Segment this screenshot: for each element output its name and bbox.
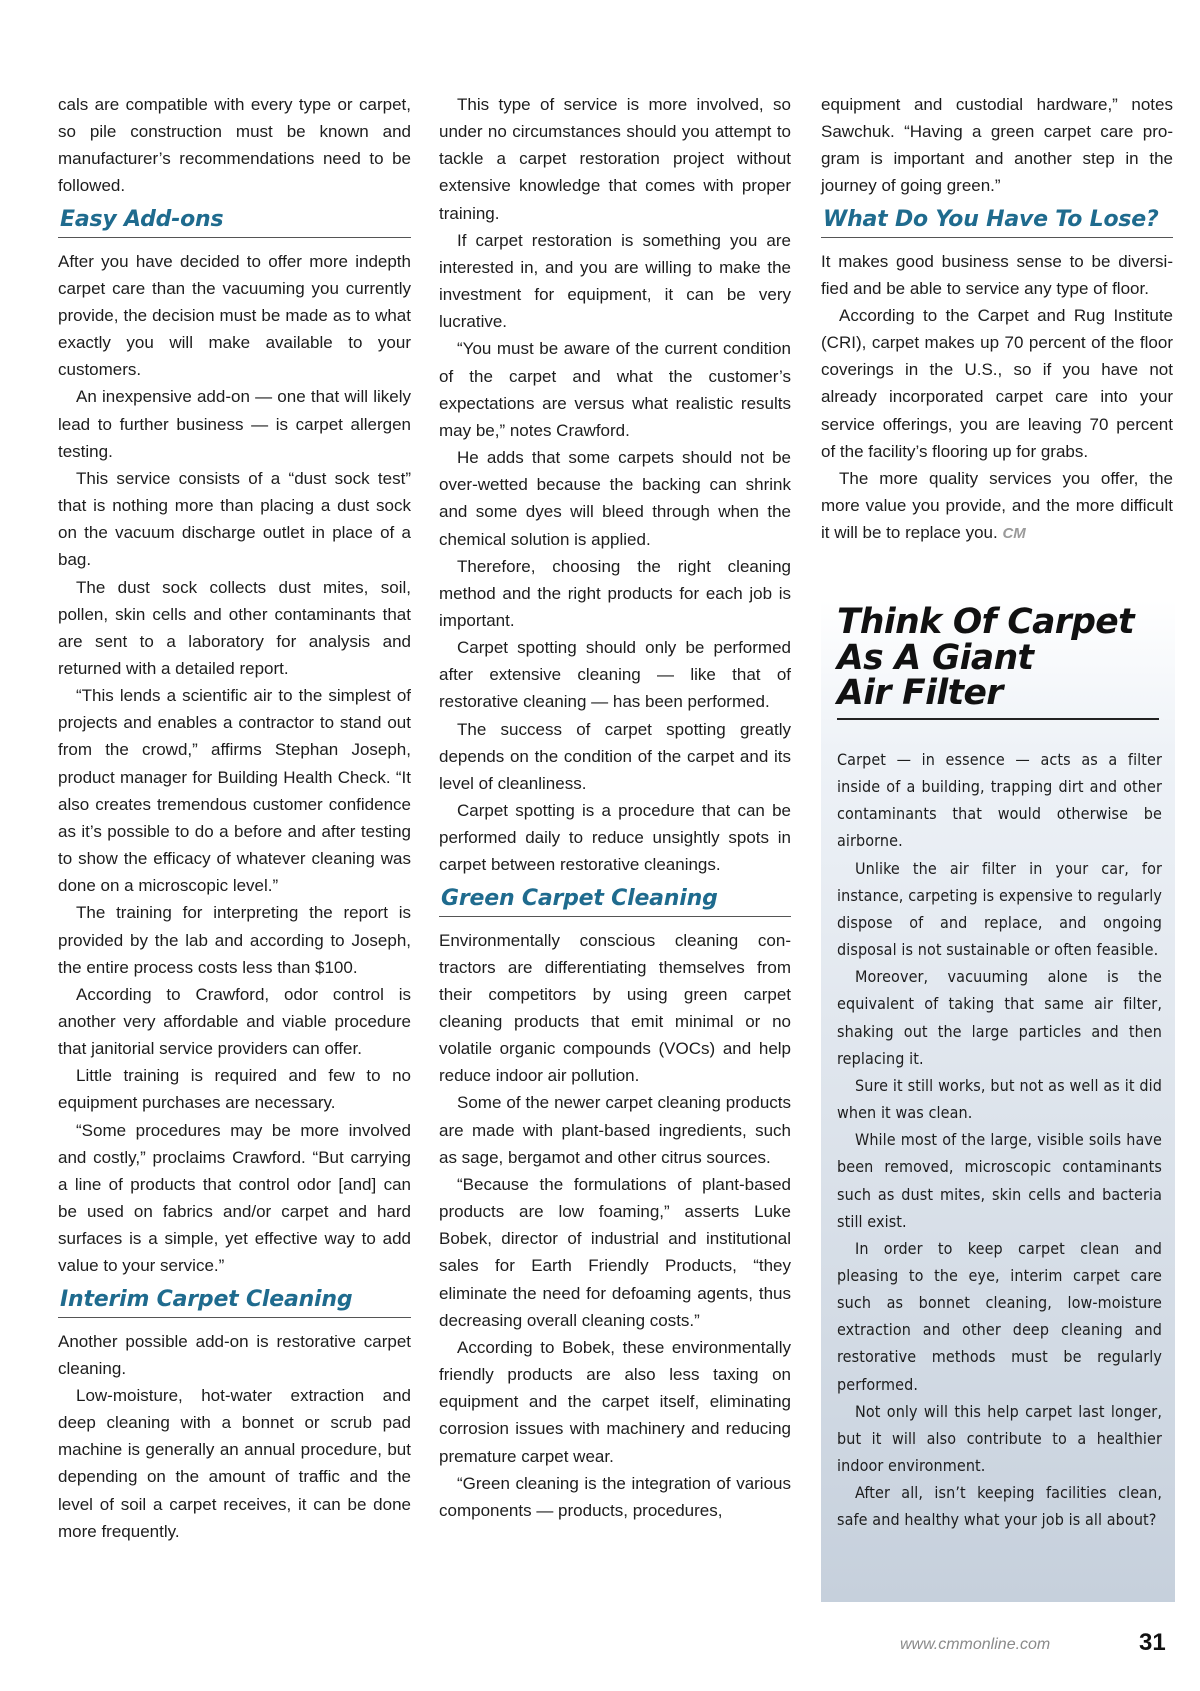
paragraph: The training for interpreting the report is provided by the lab and according to Joseph, the entire process costs less than $100. xyxy=(58,903,411,977)
paragraph: Some of the newer carpet cleaning products are made with plant-based ingredients, such as sage, bergamot and other citrus sources. xyxy=(439,1093,791,1167)
heading-easy-add-ons: Easy Add-ons xyxy=(58,205,411,238)
paragraph: According to Bobek, these environmentally friendly products are also less taxing on equipment and the carpet itself, eliminating corrosion issues with machinery and reducing premature carpet wear. xyxy=(439,1337,791,1466)
sidebar-paragraph: While most of the large, visible soils have been removed, microscopic contaminants such as dust mites, skin cells and bacteria still exist. xyxy=(837,1130,1162,1231)
sidebar-paragraph: Moreover, vacuuming alone is the equivalent of taking that same air filter, shaking out the large particles and then replacing it. xyxy=(837,967,1162,1068)
paragraph-text: The more quality services you offer, the more value you provide, and the more difficult it will be to replace you. xyxy=(821,468,1173,543)
sidebar-paragraph: In order to keep carpet clean and pleasing to the eye, interim carpet care such as bonnet cleaning, low-moisture extraction and other deep cleaning and restorative methods must be regularly performed. xyxy=(837,1238,1162,1394)
paragraph: This service consists of a “dust sock test” that is nothing more than placing a dust sock on the vacuum discharge outlet in place of a bag. xyxy=(58,468,411,570)
sidebar-paragraph: Unlike the air filter in your car, for instance, carpeting is expensive to regularly dispose of and replace, and ongoing disposal is not sustainable or often feasible. xyxy=(837,858,1162,960)
paragraph: According to the Carpet and Rug Institute (CRI), carpet makes up 70 percent of the floor coverings in the U.S., so if you have not already incorporated carpet care into your service offerings, you are leaving 70 percent of the facility’s flooring up for grabs. xyxy=(821,305,1173,461)
paragraph: It makes good business sense to be diversified and be able to service any type of floor. xyxy=(821,251,1173,298)
sidebar-paragraph: After all, isn’t keeping facilities clean, safe and healthy what your job is all about? xyxy=(837,1483,1162,1530)
paragraph: “Green cleaning is the integration of various components — products, procedures, xyxy=(439,1473,791,1520)
paragraph: Environmentally conscious cleaning contractors are differentiating themselves from their competitors by using green carpet cleaning products that emit minimal or no volatile organic compounds (VOCs) and help reduce indoor air pollution. xyxy=(439,930,791,1086)
column-1 xyxy=(58,91,411,1545)
paragraph: An inexpensive add-on — one that will likely lead to further business — is carpet allergen testing. xyxy=(58,387,411,461)
paragraph: cals are compatible with every type or carpet, so pile construction must be known and manufacturer’s recommendations need to be followed. xyxy=(58,95,411,196)
sidebar-title xyxy=(837,602,1159,720)
paragraph: Low-moisture, hot-water extraction and deep cleaning with a bonnet or scrub pad machine is generally an annual procedure, but depending on the amount of traffic and the level of soil a carpet receives, it can be done more frequently. xyxy=(58,1385,411,1541)
column-2 xyxy=(439,91,791,1524)
paragraph: If carpet restoration is something you are interested in, and you are willing to make the investment for equipment, it can be very lucrative. xyxy=(439,230,791,332)
paragraph: “Because the formulations of plant-based products are low foaming,” asserts Luke Bobek, director of industrial and institutional sales for Earth Friendly Products, “they eliminate the need for defoaming agents, thus decreasing overall cleaning costs.” xyxy=(439,1174,791,1330)
paragraph: Carpet spotting should only be performed after extensive cleaning — like that of restorative cleaning — has been performed. xyxy=(439,638,791,712)
sidebar-paragraph: Not only will this help carpet last longer, but it will also contribute to a healthier indoor environment. xyxy=(837,1401,1162,1476)
paragraph: This type of service is more involved, so under no circumstances should you attempt to tackle a carpet restoration project without extensive knowledge that comes with proper training. xyxy=(439,95,791,223)
sidebar-box xyxy=(821,600,1175,1602)
sidebar-paragraph: Sure it still works, but not as well as it did when it was clean. xyxy=(837,1075,1162,1123)
paragraph: Little training is required and few to no equipment purchases are necessary. xyxy=(58,1066,411,1113)
paragraph xyxy=(821,465,1173,547)
end-mark: CM xyxy=(1002,525,1026,543)
paragraph: The success of carpet spotting greatly depends on the condition of the carpet and its level of cleanliness. xyxy=(439,719,791,793)
sidebar-title-line-1: Think Of Carpet xyxy=(837,602,1134,642)
sidebar-title-line-3: Air Filter xyxy=(837,673,1003,713)
paragraph: “You must be aware of the current condition of the carpet and what the customer’s expectations are versus what realistic results may be,” notes Crawford. xyxy=(439,339,791,440)
paragraph: After you have decided to offer more indepth carpet care than the vacuuming you currently provide, the decision must be made as to what exactly you will make available to your customers. xyxy=(58,251,411,380)
paragraph: Another possible add-on is restorative carpet cleaning. xyxy=(58,1331,411,1378)
heading-interim-carpet-cleaning: Interim Carpet Cleaning xyxy=(58,1285,411,1318)
paragraph: “This lends a scientific air to the simplest of projects and enables a contractor to stand out from the crowd,” affirms Stephan Joseph, product manager for Building Health Check. “It also creates tremendous customer confidence as it’s possible to do a before and after testing to show the efficacy of whatever cleaning was done on a microscopic level.” xyxy=(58,686,411,896)
footer-url: www.cmmonline.com xyxy=(900,1636,1051,1653)
heading-green-carpet-cleaning: Green Carpet Cleaning xyxy=(439,884,791,917)
paragraph: Therefore, choosing the right cleaning method and the right products for each job is important. xyxy=(439,556,791,630)
sidebar-title-line-2: As A Giant xyxy=(837,637,1034,678)
paragraph: equipment and custodial hardware,” notes Sawchuk. “Having a green carpet care program is important and another step in the journey of going green.” xyxy=(821,95,1173,196)
paragraph: He adds that some carpets should not be over-wetted because the backing can shrink and some dyes will bleed through when the chemical solution is applied. xyxy=(439,448,791,549)
paragraph: According to Crawford, odor control is another very affordable and viable procedure that janitorial service providers can offer. xyxy=(58,984,411,1059)
paragraph: The dust sock collects dust mites, soil, pollen, skin cells and other contaminants that are sent to a laboratory for analysis and returned with a detailed report. xyxy=(58,577,411,678)
sidebar-body xyxy=(837,746,1162,1534)
column-3 xyxy=(821,91,1173,547)
page-number: 31 xyxy=(1139,1629,1166,1656)
paragraph: Carpet spotting is a procedure that can be performed daily to reduce unsightly spots in carpet between restorative cleanings. xyxy=(439,801,791,875)
heading-what-do-you-have-to-lose: What Do You Have To Lose? xyxy=(821,205,1173,238)
paragraph: “Some procedures may be more involved and costly,” proclaims Crawford. “But carrying a line of products that control odor [and] can be used on fabrics and/or carpet and hard surfaces is a simple, yet effective way to add value to your service.” xyxy=(58,1120,411,1276)
sidebar-paragraph: Carpet — in essence — acts as a filter inside of a building, trapping dirt and other contaminants that would otherwise be airborne. xyxy=(837,750,1162,851)
